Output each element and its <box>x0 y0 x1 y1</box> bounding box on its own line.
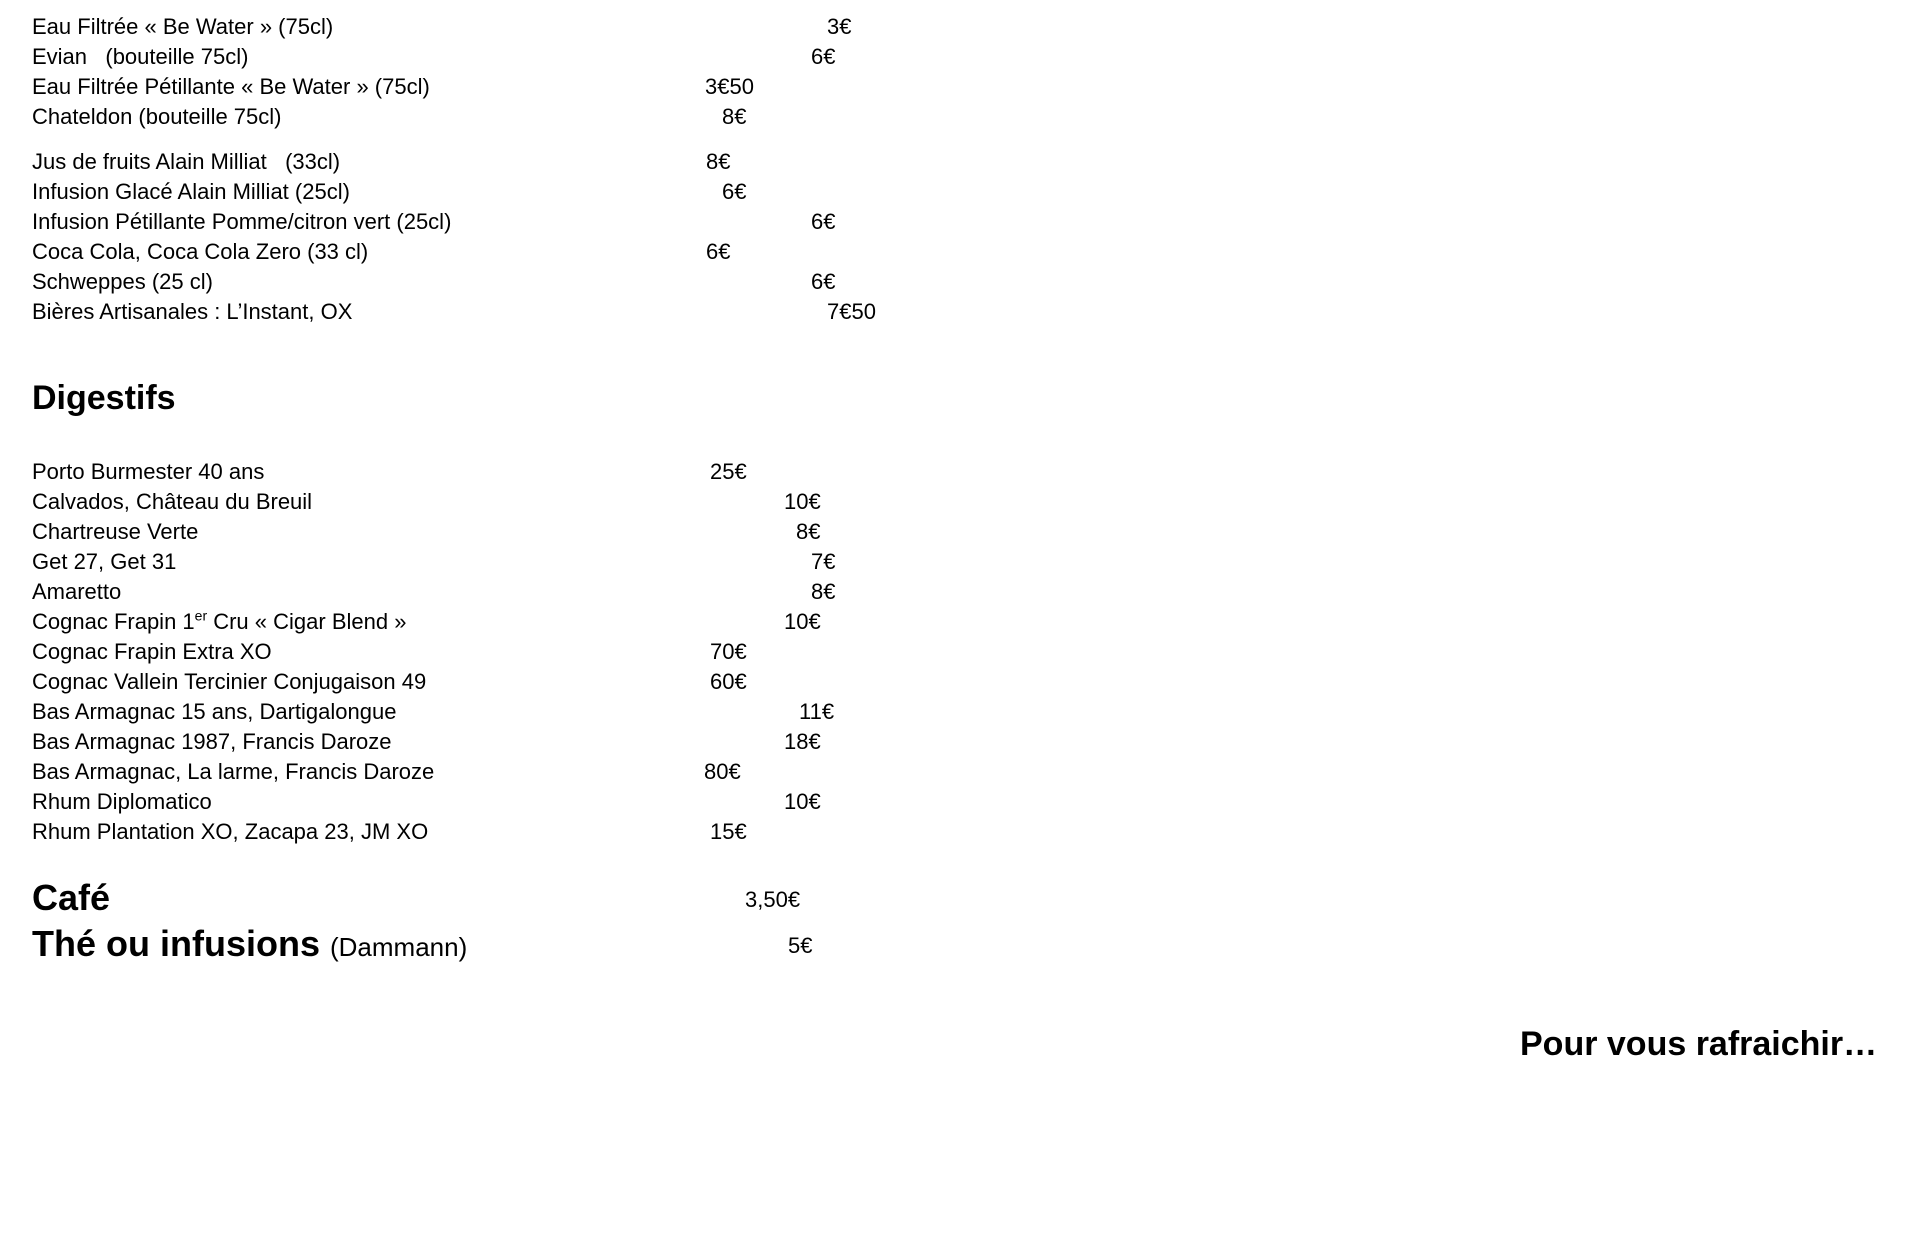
item-price: 8€ <box>796 519 821 544</box>
item-price: 15€ <box>710 819 747 844</box>
item-name-superscript: er <box>194 607 208 624</box>
item-name: Rhum Plantation XO, Zacapa 23, JM XO <box>32 819 429 844</box>
item-name <box>32 608 406 636</box>
item-name-main: Thé ou infusions <box>32 923 320 964</box>
item-name-part: Cognac Frapin 1 <box>32 609 195 634</box>
item-name: Coca Cola, Coca Cola Zero (33 cl) <box>32 239 369 264</box>
item-name: Schweppes (25 cl) <box>32 269 213 294</box>
item-price: 18€ <box>784 729 821 754</box>
item-price: 7€50 <box>827 299 876 324</box>
item-name: Bas Armagnac, La larme, Francis Daroze <box>32 759 435 784</box>
item-name: Café <box>32 877 111 918</box>
item-price: 5€ <box>788 933 813 958</box>
item-price: 80€ <box>704 759 741 784</box>
item-name: Amaretto <box>32 579 122 604</box>
menu-item-the <box>32 922 813 969</box>
item-price: 7€ <box>811 549 836 574</box>
item-price: 11€ <box>799 699 835 724</box>
item-price: 3€ <box>827 14 852 39</box>
item-name: Porto Burmester 40 ans <box>32 459 265 484</box>
item-name: Eau Filtrée « Be Water » (75cl) <box>32 14 334 39</box>
item-name: Infusion Glacé Alain Milliat (25cl) <box>32 179 350 204</box>
item-price: 3€50 <box>705 74 754 99</box>
item-name-part: Cru « Cigar Blend » <box>207 609 407 634</box>
item-price: 70€ <box>710 639 747 664</box>
item-name: Infusion Pétillante Pomme/citron vert (25cl) <box>32 209 452 234</box>
item-name <box>32 923 467 964</box>
item-name: Chartreuse Verte <box>32 519 199 544</box>
item-price: 25€ <box>710 459 747 484</box>
menu-item-cafe <box>32 876 801 920</box>
item-name: Cognac Vallein Tercinier Conjugaison 49 <box>32 669 427 694</box>
item-name: Calvados, Château du Breuil <box>32 489 313 514</box>
item-price: 8€ <box>811 579 836 604</box>
item-price: 8€ <box>722 104 747 129</box>
item-price: 8€ <box>706 149 731 174</box>
item-price: 3,50€ <box>745 887 801 912</box>
item-name-note: (Dammann) <box>330 932 468 962</box>
item-name: Rhum Diplomatico <box>32 789 212 814</box>
item-name: Get 27, Get 31 <box>32 549 177 574</box>
item-price: 6€ <box>811 209 836 234</box>
item-name: Cognac Frapin Extra XO <box>32 639 272 664</box>
item-name: Jus de fruits Alain Milliat (33cl) <box>32 149 341 174</box>
item-price: 6€ <box>811 44 836 69</box>
item-price: 6€ <box>706 239 731 264</box>
item-price: 60€ <box>710 669 747 694</box>
item-name: Chateldon (bouteille 75cl) <box>32 104 282 129</box>
section-title-digestifs: Digestifs <box>32 379 176 417</box>
item-price: 6€ <box>811 269 836 294</box>
item-name: Bas Armagnac 15 ans, Dartigalongue <box>32 699 397 724</box>
item-name: Evian (bouteille 75cl) <box>32 44 249 69</box>
item-price: 10€ <box>784 489 821 514</box>
closing-title: Pour vous rafraichir… <box>1520 1025 1878 1063</box>
item-name: Bières Artisanales : L’Instant, OX <box>32 299 353 324</box>
item-name: Bas Armagnac 1987, Francis Daroze <box>32 729 392 754</box>
item-price: 10€ <box>784 609 821 634</box>
item-name: Eau Filtrée Pétillante « Be Water » (75cl) <box>32 74 430 99</box>
item-price: 6€ <box>722 179 747 204</box>
item-price: 10€ <box>784 789 821 814</box>
